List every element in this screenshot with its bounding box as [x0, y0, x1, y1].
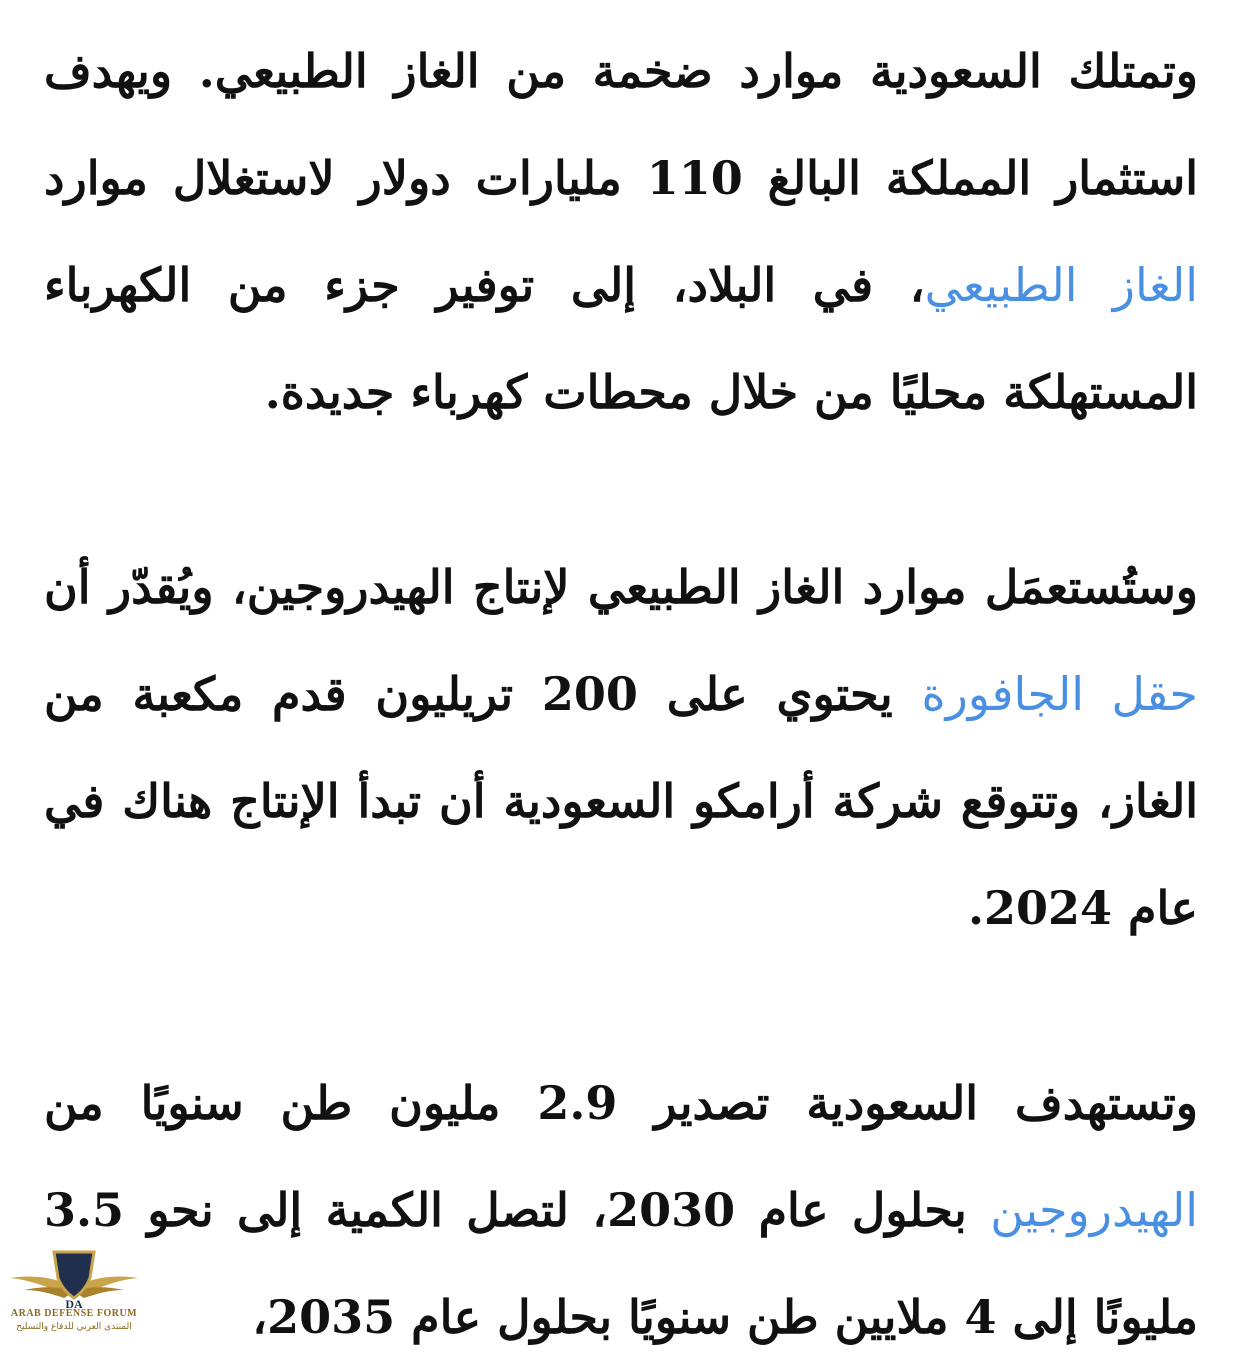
natural-gas-link[interactable]: الغاز الطبيعي — [924, 258, 1198, 312]
paragraph-hydrogen-production — [44, 534, 1198, 962]
paragraph-natural-gas — [44, 18, 1198, 446]
logo-letters: DA — [65, 1297, 83, 1310]
paragraph-hydrogen-export — [44, 1050, 1198, 1371]
article-body — [44, 18, 1198, 1371]
paragraph-text: وتمتلك السعودية موارد ضخمة من الغاز الطبيعي. ويهدف استثمار المملكة البالغ 110 مليارات دولار لاستغلال موارد — [44, 44, 1198, 205]
arab-defense-forum-watermark — [6, 1248, 142, 1344]
eagle-shield-logo-icon — [6, 1248, 142, 1310]
paragraph-text: وتستهدف السعودية تصدير 2.9 مليون طن سنويًا من — [44, 1076, 1198, 1130]
paragraph-text: وستُستعمَل موارد الغاز الطبيعي لإنتاج الهيدروجين، ويُقدّر أن — [44, 560, 1198, 614]
jafurah-field-link[interactable]: حقل الجافورة — [921, 667, 1198, 721]
paragraph-text: يحتوي على 200 تريليون قدم مكعبة من الغاز، وتتوقع شركة أرامكو السعودية أن تبدأ الإنتاج هناك في عام 2024. — [44, 667, 1198, 935]
watermark-english-name: ARAB DEFENSE FORUM — [10, 1308, 138, 1319]
watermark-arabic-name: المنتدى العربي للدفاع والتسليح — [16, 1322, 132, 1332]
paragraph-text: بحلول عام 2030، لتصل الكمية إلى نحو 3.5 مليونًا إلى 4 ملايين طن سنويًا بحلول عام 2035، — [44, 1183, 1198, 1344]
paragraph-text: ، في البلاد، إلى توفير جزء من الكهرباء المستهلكة محليًا من خلال محطات كهرباء جديدة. — [44, 258, 1198, 419]
hydrogen-link[interactable]: الهيدروجين — [990, 1183, 1198, 1237]
